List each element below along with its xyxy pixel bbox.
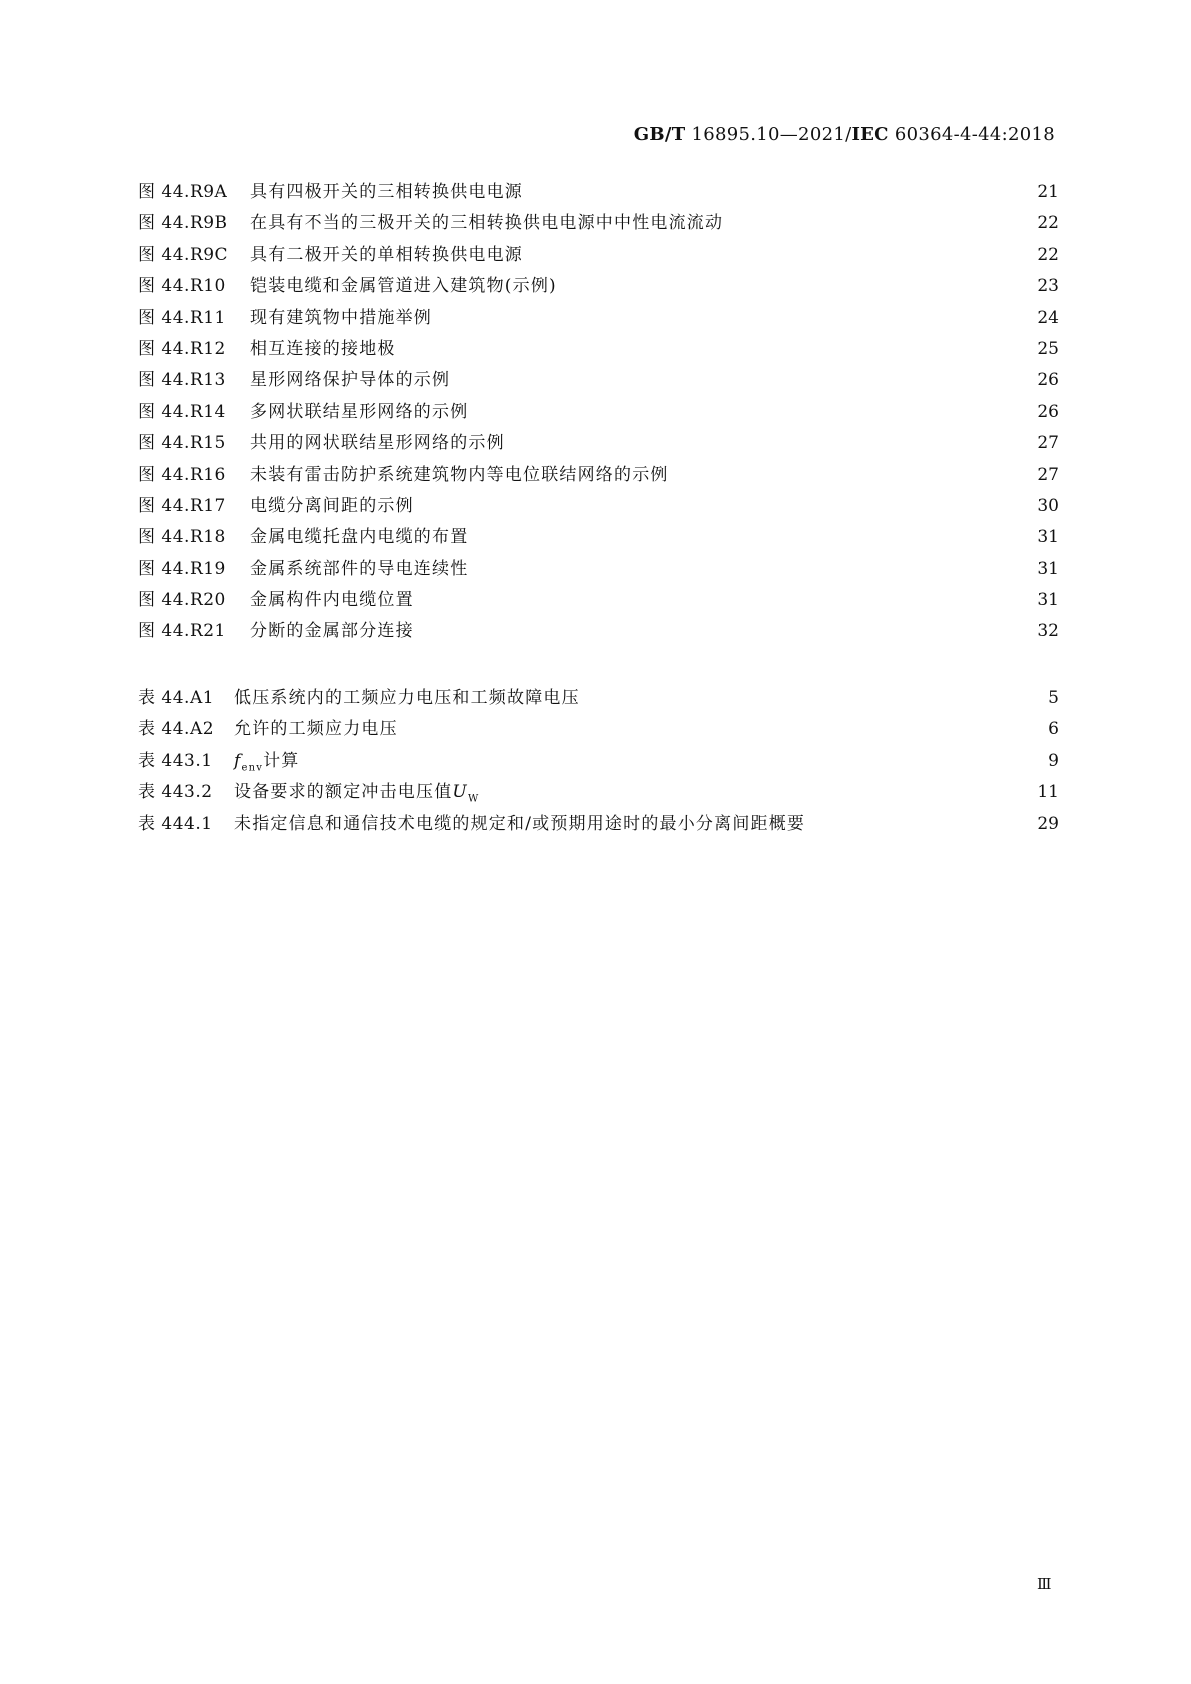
toc-entry-label: 图 44.R21: [138, 621, 226, 642]
toc-entry-page: 11: [1037, 782, 1059, 803]
figure-list: [138, 177, 1059, 648]
dot-leader: [513, 434, 1029, 448]
toc-entry-title: 共用的网状联结星形网络的示例: [250, 433, 505, 454]
dot-leader: [406, 720, 1029, 734]
toc-entry-figure-r9a[interactable]: [138, 177, 1059, 208]
toc-entry-page: 31: [1037, 590, 1059, 611]
toc-entry-figure-r15[interactable]: [138, 428, 1059, 459]
toc-entry-label: 图 44.R16: [138, 464, 226, 485]
toc-entry-page: 24: [1037, 307, 1059, 328]
dot-leader: [476, 560, 1029, 574]
toc-entry-title: 允许的工频应力电压: [234, 719, 398, 740]
dot-leader: [308, 752, 1029, 766]
toc-entry-label: 图 44.R20: [138, 590, 226, 611]
toc-entry-title: 具有二极开关的单相转换供电电源: [250, 244, 523, 265]
toc-entry-page: 27: [1037, 433, 1059, 454]
toc-entry-title: 未指定信息和通信技术电缆的规定和/或预期用途时的最小分离间距概要: [234, 813, 806, 834]
toc-entry-title: 具有四极开关的三相转换供电电源: [250, 182, 523, 202]
dot-leader: [422, 497, 1029, 511]
toc-entry-label: 表 443.1: [138, 750, 213, 771]
dot-leader: [440, 309, 1029, 323]
toc-entry-label: 图 44.R9B: [138, 213, 228, 234]
toc-entry-page: 22: [1037, 244, 1059, 265]
toc-entry-title: 金属电缆托盘内电缆的布置: [250, 527, 469, 548]
toc-entry-page: 25: [1037, 338, 1059, 359]
iec-number: 60364-4-44:2018: [888, 124, 1055, 145]
toc-entry-title: 在具有不当的三极开关的三相转换供电电源中中性电流流动: [250, 213, 724, 234]
toc-entry-figure-r9c[interactable]: [138, 240, 1059, 271]
standard-number: 16895.10—2021/: [685, 124, 852, 145]
toc-entry-title: 多网状联结星形网络的示例: [250, 401, 469, 422]
toc-entry-page: 27: [1037, 464, 1059, 485]
toc-entry-page: 26: [1037, 401, 1059, 422]
toc-entry-page: 6: [1048, 719, 1059, 740]
toc-entry-label: 图 44.R9A: [138, 182, 228, 202]
toc-entry-table-443-2[interactable]: [138, 777, 1059, 808]
dot-leader: [458, 371, 1029, 385]
toc-entry-title: 铠装电缆和金属管道进入建筑物(示例): [250, 276, 557, 297]
toc-entry-title: 电缆分离间距的示例: [250, 495, 414, 516]
toc-entry-page: 32: [1037, 621, 1059, 642]
toc-entry-page: 23: [1037, 276, 1059, 297]
formula-subscript: env: [241, 762, 264, 774]
toc-entry-title: [234, 746, 306, 773]
toc-entry-figure-r11[interactable]: [138, 303, 1059, 334]
toc-entry-title: 未装有雷击防护系统建筑物内等电位联结网络的示例: [250, 464, 669, 485]
toc-entry-title: 金属构件内电缆位置: [250, 590, 414, 611]
dot-leader: [422, 622, 1029, 636]
toc-entry-title: [234, 777, 485, 804]
toc-entry-label: 图 44.R9C: [138, 244, 229, 265]
page-number: Ⅲ: [1037, 1575, 1053, 1593]
toc-entry-label: 图 44.R12: [138, 338, 226, 359]
dot-leader: [565, 277, 1029, 291]
toc-entry-page: 26: [1037, 370, 1059, 391]
dot-leader: [404, 340, 1029, 354]
toc-entry-figure-r19[interactable]: [138, 554, 1059, 585]
formula-subscript: W: [467, 793, 480, 805]
toc-entry-figure-r10[interactable]: [138, 271, 1059, 302]
toc-entry-figure-r14[interactable]: [138, 397, 1059, 428]
toc-entry-page: 31: [1037, 558, 1059, 579]
dot-leader: [476, 403, 1029, 417]
toc-entry-table-443-1[interactable]: [138, 746, 1059, 777]
toc-entry-title: 星形网络保护导体的示例: [250, 370, 451, 391]
toc-entry-page: 29: [1037, 813, 1059, 834]
toc-entry-figure-r16[interactable]: [138, 460, 1059, 491]
toc-entry-figure-r20[interactable]: [138, 585, 1059, 616]
formula-variable: f: [234, 750, 242, 771]
toc-entry-label: 图 44.R19: [138, 558, 226, 579]
toc-entry-page: 9: [1048, 750, 1059, 771]
toc-entry-label: 表 44.A2: [138, 719, 215, 740]
toc-entry-label: 表 444.1: [138, 813, 213, 834]
toc-entry-label: 表 44.A1: [138, 688, 215, 708]
toc-entry-figure-r13[interactable]: [138, 365, 1059, 396]
toc-entry-table-444-1[interactable]: [138, 809, 1059, 840]
toc-entry-figure-r17[interactable]: [138, 491, 1059, 522]
title-text: 计算: [263, 750, 300, 771]
formula-variable: U: [452, 782, 468, 803]
toc-entry-label: 图 44.R18: [138, 527, 226, 548]
toc-entry-page: 31: [1037, 527, 1059, 548]
toc-entry-title: 现有建筑物中措施举例: [250, 307, 432, 328]
table-list: [138, 683, 1059, 840]
toc-entry-label: 图 44.R14: [138, 401, 226, 422]
toc-entry-figure-r12[interactable]: [138, 334, 1059, 365]
standard-code: GB/T: [633, 124, 686, 145]
dot-leader: [487, 783, 1029, 797]
toc-entry-label: 图 44.R15: [138, 433, 226, 454]
iec-code: IEC: [851, 124, 889, 145]
toc-entry-title: 分断的金属部分连接: [250, 621, 414, 642]
toc-entry-page: 5: [1048, 688, 1059, 708]
toc-entry-label: 图 44.R17: [138, 495, 226, 516]
dot-leader: [813, 815, 1029, 829]
dot-leader: [476, 528, 1029, 542]
dot-leader: [731, 214, 1029, 228]
dot-leader: [531, 183, 1029, 197]
toc-entry-figure-r18[interactable]: [138, 522, 1059, 553]
toc-entry-figure-r21[interactable]: [138, 616, 1059, 647]
toc-entry-page: 22: [1037, 213, 1059, 234]
dot-leader: [588, 689, 1029, 703]
toc-entry-table-44a2[interactable]: [138, 714, 1059, 745]
document-header: [634, 124, 1055, 145]
toc-entry-title: 低压系统内的工频应力电压和工频故障电压: [234, 688, 580, 708]
toc-entry-title: 相互连接的接地极: [250, 338, 396, 359]
toc-entry-figure-r9b[interactable]: [138, 208, 1059, 239]
toc-entry-page: 21: [1037, 182, 1059, 202]
toc-entry-title: 金属系统部件的导电连续性: [250, 558, 469, 579]
dot-leader: [422, 591, 1029, 605]
toc-entry-label: 表 443.2: [138, 782, 213, 803]
toc-entry-page: 30: [1037, 495, 1059, 516]
toc-entry-label: 图 44.R11: [138, 307, 226, 328]
toc-entry-label: 图 44.R13: [138, 370, 226, 391]
toc-entry-label: 图 44.R10: [138, 276, 226, 297]
toc-entry-table-44a1[interactable]: [138, 683, 1059, 714]
dot-leader: [677, 466, 1029, 480]
title-text: 设备要求的额定冲击电压值: [234, 782, 453, 803]
dot-leader: [531, 246, 1029, 260]
